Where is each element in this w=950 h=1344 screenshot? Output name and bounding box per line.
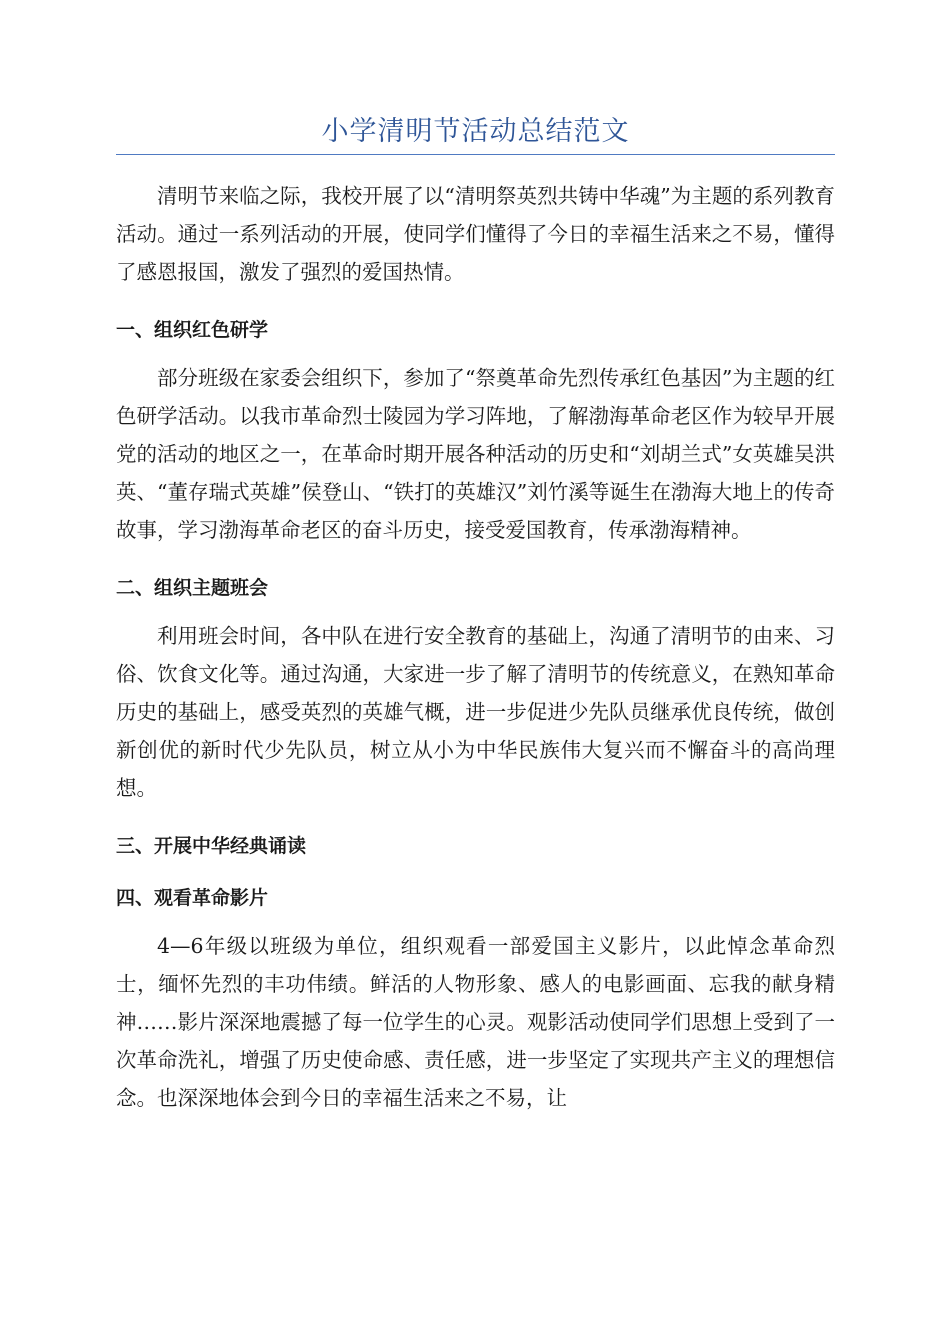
section-body-class-meeting: 利用班会时间，各中队在进行安全教育的基础上，沟通了清明节的由来、习俗、饮食文化等。通过沟通，大家进一步了解了清明节的传统意义，在熟知革命历史的基础上，感受英烈的英雄气概，进一步促进少先队员继承优良传统，做创新创优的新时代少先队员，树立从小为中华民族伟大复兴而不懈奋斗的高尚理想。 — [116, 624, 835, 800]
document-page — [116, 110, 835, 1117]
section-body-red-study: 部分班级在家委会组织下，参加了“祭奠革命先烈传承红色基因”为主题的红色研学活动。以我市革命烈士陵园为学习阵地，了解渤海革命老区作为较早开展党的活动的地区之一，在革命时期开展各种活动的历史和“刘胡兰式”女英雄吴洪英、“董存瑞式英雄”侯登山、“铁打的英雄汉”刘竹溪等诞生在渤海大地上的传奇故事，学习渤海革命老区的奋斗历史，接受爱国教育，传承渤海精神。 — [116, 366, 835, 542]
section-heading-class-meeting: 二、组织主题班会 — [116, 577, 269, 599]
intro-paragraph: 清明节来临之际，我校开展了以“清明祭英烈共铸中华魂”为主题的系列教育活动。通过一系列活动的开展，使同学们懂得了今日的幸福生活来之不易，懂得了感恩报国，激发了强烈的爱国热情。 — [116, 184, 835, 284]
spacer — [116, 913, 835, 927]
spacer — [116, 291, 835, 315]
section-heading-classic-reading: 三、开展中华经典诵读 — [116, 835, 307, 857]
section-body-revolutionary-film: 4—6年级以班级为单位，组织观看一部爱国主义影片，以此悼念革命烈士，缅怀先烈的丰功伟绩。鲜活的人物形象、感人的电影画面、忘我的献身精神……影片深深地震撼了每一位学生的心灵。观影活动使同学们思想上受到了一次革命洗礼，增强了历史使命感、责任感，进一步坚定了实现共产主义的理想信念。也深深地体会到今日的幸福生活来之不易，让 — [116, 934, 835, 1110]
section-heading-red-study: 一、组织红色研学 — [116, 319, 269, 341]
title-underline — [116, 154, 835, 155]
spacer — [116, 603, 835, 617]
spacer — [116, 861, 835, 883]
section-heading-revolutionary-film: 四、观看革命影片 — [116, 887, 269, 909]
document-title: 小学清明节活动总结范文 — [321, 116, 630, 147]
spacer — [116, 345, 835, 359]
spacer — [116, 807, 835, 831]
spacer — [116, 549, 835, 573]
